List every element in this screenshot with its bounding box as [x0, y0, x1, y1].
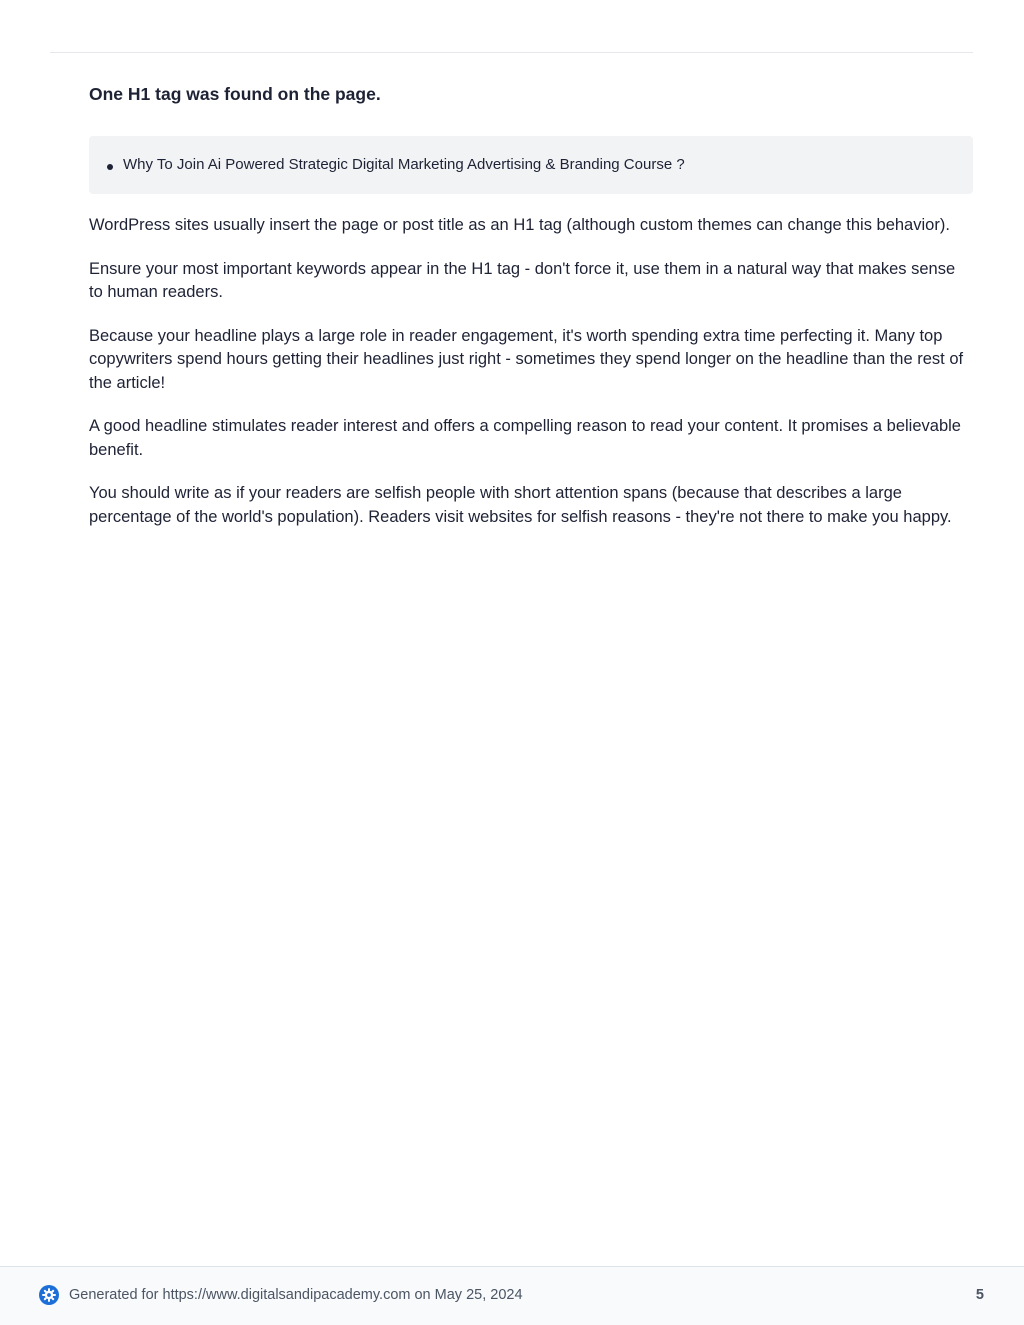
h1-tag-list-box	[89, 136, 973, 194]
top-divider	[50, 52, 973, 53]
section-heading: One H1 tag was found on the page.	[89, 84, 381, 104]
page-number: 5	[975, 1287, 984, 1303]
paragraph-readers: You should write as if your readers are selfish people with short attention spans (because that describes a large percentage of the world's population). Readers visit websites for selfish reasons - they're not there to make you happy.	[89, 484, 952, 526]
footer-generated-text: Generated for https://www.digitalsandipacademy.com on May 25, 2024	[69, 1287, 523, 1303]
h1-tag-list	[107, 153, 959, 177]
h1-tag-text: Why To Join Ai Powered Strategic Digital Marketing Advertising & Branding Course ?	[123, 156, 685, 173]
gear-badge-icon	[39, 1285, 59, 1305]
h1-tag-item	[107, 153, 959, 177]
paragraph-good-headline: A good headline stimulates reader interest and offers a compelling reason to read your content. It promises a believable benefit.	[89, 417, 961, 459]
paragraph-keywords: Ensure your most important keywords appear in the H1 tag - don't force it, use them in a natural way that makes sense to human readers.	[89, 259, 956, 301]
bullet-icon	[107, 164, 113, 170]
page-footer	[0, 1266, 1024, 1325]
h1-section	[89, 80, 973, 529]
paragraph-wordpress: WordPress sites usually insert the page or post title as an H1 tag (although custom themes can change this behavior).	[89, 216, 950, 234]
paragraph-engagement: Because your headline plays a large role in reader engagement, it's worth spending extra time perfecting it. Many top copywriters spend hours getting their headlines just right - sometimes they spend longer on the headline than the rest of the article!	[89, 326, 964, 392]
